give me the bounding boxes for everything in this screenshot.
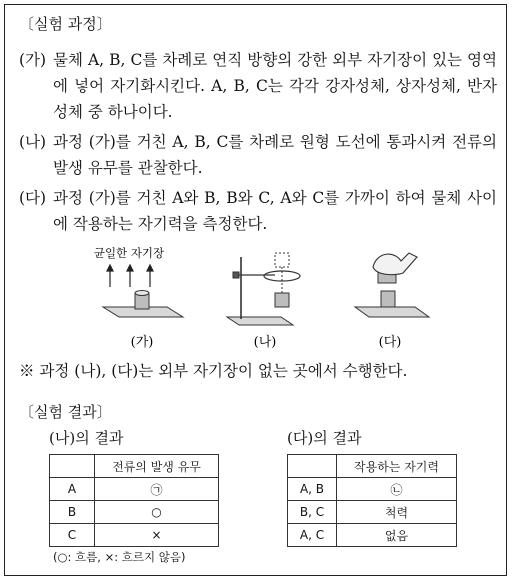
table-corner — [50, 455, 95, 478]
ring-stand — [227, 253, 300, 325]
table-row — [288, 524, 457, 547]
table-da-header: 작용하는 자기력 — [337, 455, 457, 478]
row-value: 없음 — [337, 524, 457, 547]
step-ga-mark: (가) — [19, 51, 47, 69]
experiment-box — [4, 4, 507, 576]
row-object: C — [50, 524, 95, 547]
caption-na: (나) — [253, 335, 277, 350]
row-object: B, C — [288, 501, 337, 524]
apparatus-figure — [85, 245, 435, 353]
step-da — [19, 185, 497, 237]
row-object: A — [50, 478, 95, 501]
caption-ga: (가) — [130, 335, 154, 350]
results-title: 〔실험 결과〕 — [19, 403, 112, 421]
table-row — [50, 455, 219, 478]
table-na-title: (나)의 결과 — [49, 429, 124, 447]
caption-da: (다) — [378, 335, 402, 350]
note: ※ 과정 (나), (다)는 외부 자기장이 없는 곳에서 수행한다. — [19, 362, 408, 380]
table-row — [50, 524, 219, 547]
row-value: 척력 — [337, 501, 457, 524]
table-na — [49, 454, 219, 547]
row-value: ○ — [95, 501, 219, 524]
step-da-mark: (다) — [19, 189, 47, 207]
row-object: A, B — [288, 478, 337, 501]
table-row — [288, 455, 457, 478]
step-na-text: 과정 (가)를 거친 A, B, C를 차례로 원형 도선에 통과시켜 전류의 발생 유무를 관찰한다. — [53, 133, 497, 177]
table-row — [50, 501, 219, 524]
hand-holding-object — [355, 253, 429, 317]
table-row — [288, 478, 457, 501]
plate-ga — [103, 291, 183, 318]
step-da-text: 과정 (가)를 거친 A와 B, B와 C, A와 C를 가까이 하여 물체 사이에 작용하는 자기력을 측정한다. — [53, 189, 497, 233]
step-na — [19, 129, 497, 181]
step-ga — [19, 47, 497, 125]
procedure-title: 〔실험 과정〕 — [19, 15, 112, 33]
step-na-mark: (나) — [19, 133, 47, 151]
table-row — [288, 501, 457, 524]
step-ga-text: 물체 A, B, C를 차례로 연직 방향의 강한 외부 자기장이 있는 영역에 넣어 자기화시킨다. A, B, C는 각각 강자성체, 상자성체, 반자성체 중 하나이다. — [53, 51, 497, 121]
table-da — [287, 454, 457, 547]
row-object: A, C — [288, 524, 337, 547]
table-na-header: 전류의 발생 유무 — [95, 455, 219, 478]
table-corner — [288, 455, 337, 478]
row-value: ㉡ — [337, 478, 457, 501]
table-row — [50, 478, 219, 501]
row-value: ㉠ — [95, 478, 219, 501]
row-object: B — [50, 501, 95, 524]
field-arrows — [107, 265, 153, 287]
row-value: × — [95, 524, 219, 547]
legend: (○: 흐름, ×: 흐르지 않음) — [53, 550, 186, 564]
field-label: 균일한 자기장 — [93, 246, 165, 260]
table-da-title: (다)의 결과 — [287, 429, 362, 447]
